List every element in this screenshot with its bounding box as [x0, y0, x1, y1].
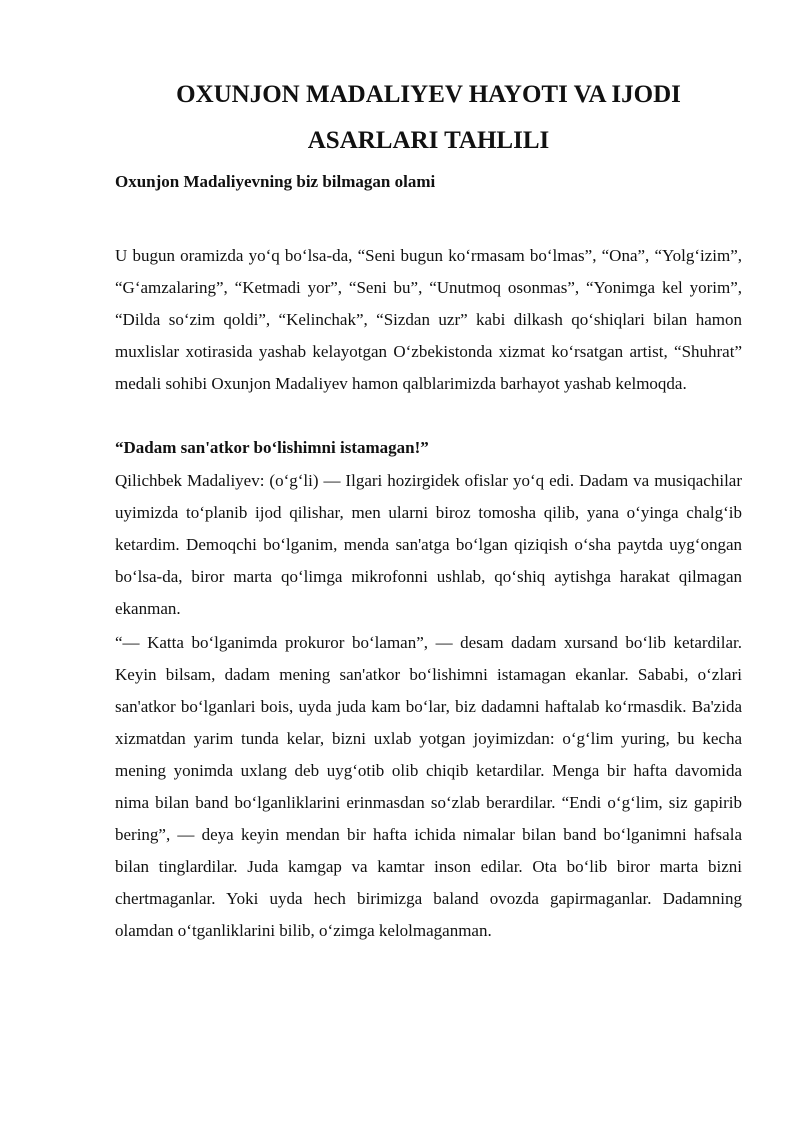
- paragraph-intro: U bugun oramizda yo‘q bo‘lsa-da, “Seni bugun ko‘rmasam bo‘lmas”, “Ona”, “Yolg‘izim”, “G‘amzalaring”, “Ketmadi yor”, “Seni bu”, “Unutmoq osonmas”, “Yonimga kel yorim”, “Dilda so‘zim qoldi”, “Kelinchak”, “Sizdan uzr” kabi dilkash qo‘shiqlari bilan hamon muxlislar xotirasida yashab kelayotgan O‘zbekistonda xizmat ko‘rsatgan artist, “Shuhrat” medali sohibi Oxunjon Madaliyev hamon qalblarimizda barhayot yashab kelmoqda.: [115, 246, 742, 393]
- paragraph-son-quote: Qilichbek Madaliyev: (o‘g‘li) — Ilgari hozirgidek ofislar yo‘q edi. Dadam va musiqachilar uyimizda to‘planib ijod qilishar, men ularni biroz tomosha qilib, yana o‘yinga chalg‘ib ketardim. Demoqchi bo‘lganim, menda san'atga bo‘lgan qiziqish o‘sha paytda uyg‘ongan bo‘lsa-da, biror marta qo‘limga mikrofonni ushlab, qo‘shiq aytishga harakat qilmagan ekanman.: [115, 471, 742, 618]
- document-title-line-2: ASARLARI TAHLILI: [307, 127, 550, 154]
- paragraph-father-memories: “— Katta bo‘lganimda prokuror bo‘laman”, — desam dadam xursand bo‘lib ketardilar. Keyin bilsam, dadam mening san'atkor bo‘lishimni istamagan ekanlar. Sababi, o‘zlari san'atkor bo‘lganlari bois, uyda juda kam bo‘lar, biz dadamni haftalab ko‘rmasdik. Ba'zida xizmatdan yarim tunda kelar, bizni uxlab yotgan joyimizdan: o‘g‘lim yuring, bu kecha mening yonimda uxlang deb uyg‘otib olib chiqib ketardilar. Menga bir hafta davomida nima bilan band bo‘lganliklarini erinmasdan so‘zlab berardilar. “Endi o‘g‘lim, siz gapirib bering”, — deya keyin mendan bir hafta ichida nimalar bilan band bo‘lganimni hafsala bilan tinglardilar. Juda kamgap va kamtar inson edilar. Ota bo‘lib biror marta bizni chertmaganlar. Yoki uyda hech birimizga baland ovozda gapirmaganlar. Dadamning olamdan o‘tganliklarini bilib, o‘zimga kelolmaganman.: [115, 633, 742, 940]
- document-title-line-1: OXUNJON MADALIYEV HAYOTI VA IJODI: [176, 81, 681, 108]
- document-subtitle: Oxunjon Madaliyevning biz bilmagan olami: [115, 172, 436, 191]
- section-heading: “Dadam san'atkor bo‘lishimni istamagan!”: [115, 438, 429, 457]
